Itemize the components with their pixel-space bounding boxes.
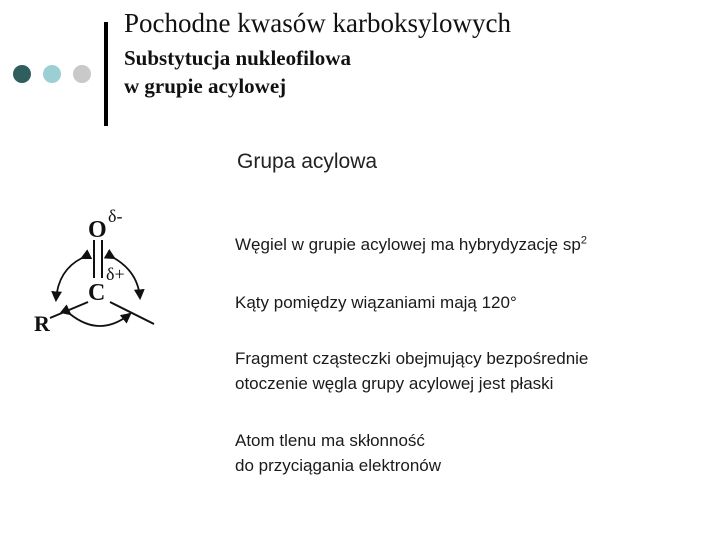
section-heading: Grupa acylowa bbox=[237, 150, 378, 173]
decor-dot-teal bbox=[43, 65, 61, 83]
bond-c-x bbox=[110, 302, 154, 324]
bullet-hybridization-line bbox=[235, 232, 587, 257]
carbon-partial-charge: δ+ bbox=[106, 264, 125, 284]
bullet-planar-fragment bbox=[235, 346, 588, 396]
subtitle-line-1: Substytucja nukleofilowa bbox=[124, 46, 351, 70]
title-divider bbox=[104, 22, 108, 126]
oxygen-partial-charge: δ- bbox=[108, 206, 123, 226]
bullet-oxygen-electronegativity bbox=[235, 428, 441, 478]
decor-dot-gray bbox=[73, 65, 91, 83]
r-group-label: R bbox=[34, 311, 50, 336]
acyl-group-structure bbox=[30, 200, 170, 340]
bullet-hybridization bbox=[235, 232, 587, 257]
bullet-bond-angles bbox=[235, 290, 517, 315]
slide-title: Pochodne kwasów karboksylowych bbox=[124, 8, 511, 38]
carbon-atom-label: C bbox=[88, 280, 106, 306]
angle-arrow-bottom bbox=[70, 314, 130, 326]
bullet-bond-angles-text: Kąty pomiędzy wiązaniami mają 120° bbox=[235, 293, 517, 312]
bullet-oxygen-line-1: Atom tlenu ma skłonność bbox=[235, 431, 425, 450]
bullet-hybridization-text: Węgiel w grupie acylowej ma hybrydyzację sp bbox=[235, 235, 581, 254]
bullet-planar-line-1: Fragment cząsteczki obejmujący bezpośrednie bbox=[235, 349, 589, 368]
bullet-oxygen-line-2: do przyciągania elektronów bbox=[235, 456, 442, 475]
slide-subtitle bbox=[124, 44, 351, 100]
subtitle-line-2: w grupie acylowej bbox=[124, 74, 287, 98]
hybridization-superscript: 2 bbox=[580, 234, 587, 247]
bullet-planar-line-2: otoczenie węgla grupy acylowej jest płaski bbox=[235, 374, 554, 393]
oxygen-atom-label: O bbox=[88, 217, 107, 243]
angle-arrow-left bbox=[56, 258, 82, 300]
bond-c-r bbox=[50, 302, 88, 318]
decor-dot-dark bbox=[13, 65, 31, 83]
